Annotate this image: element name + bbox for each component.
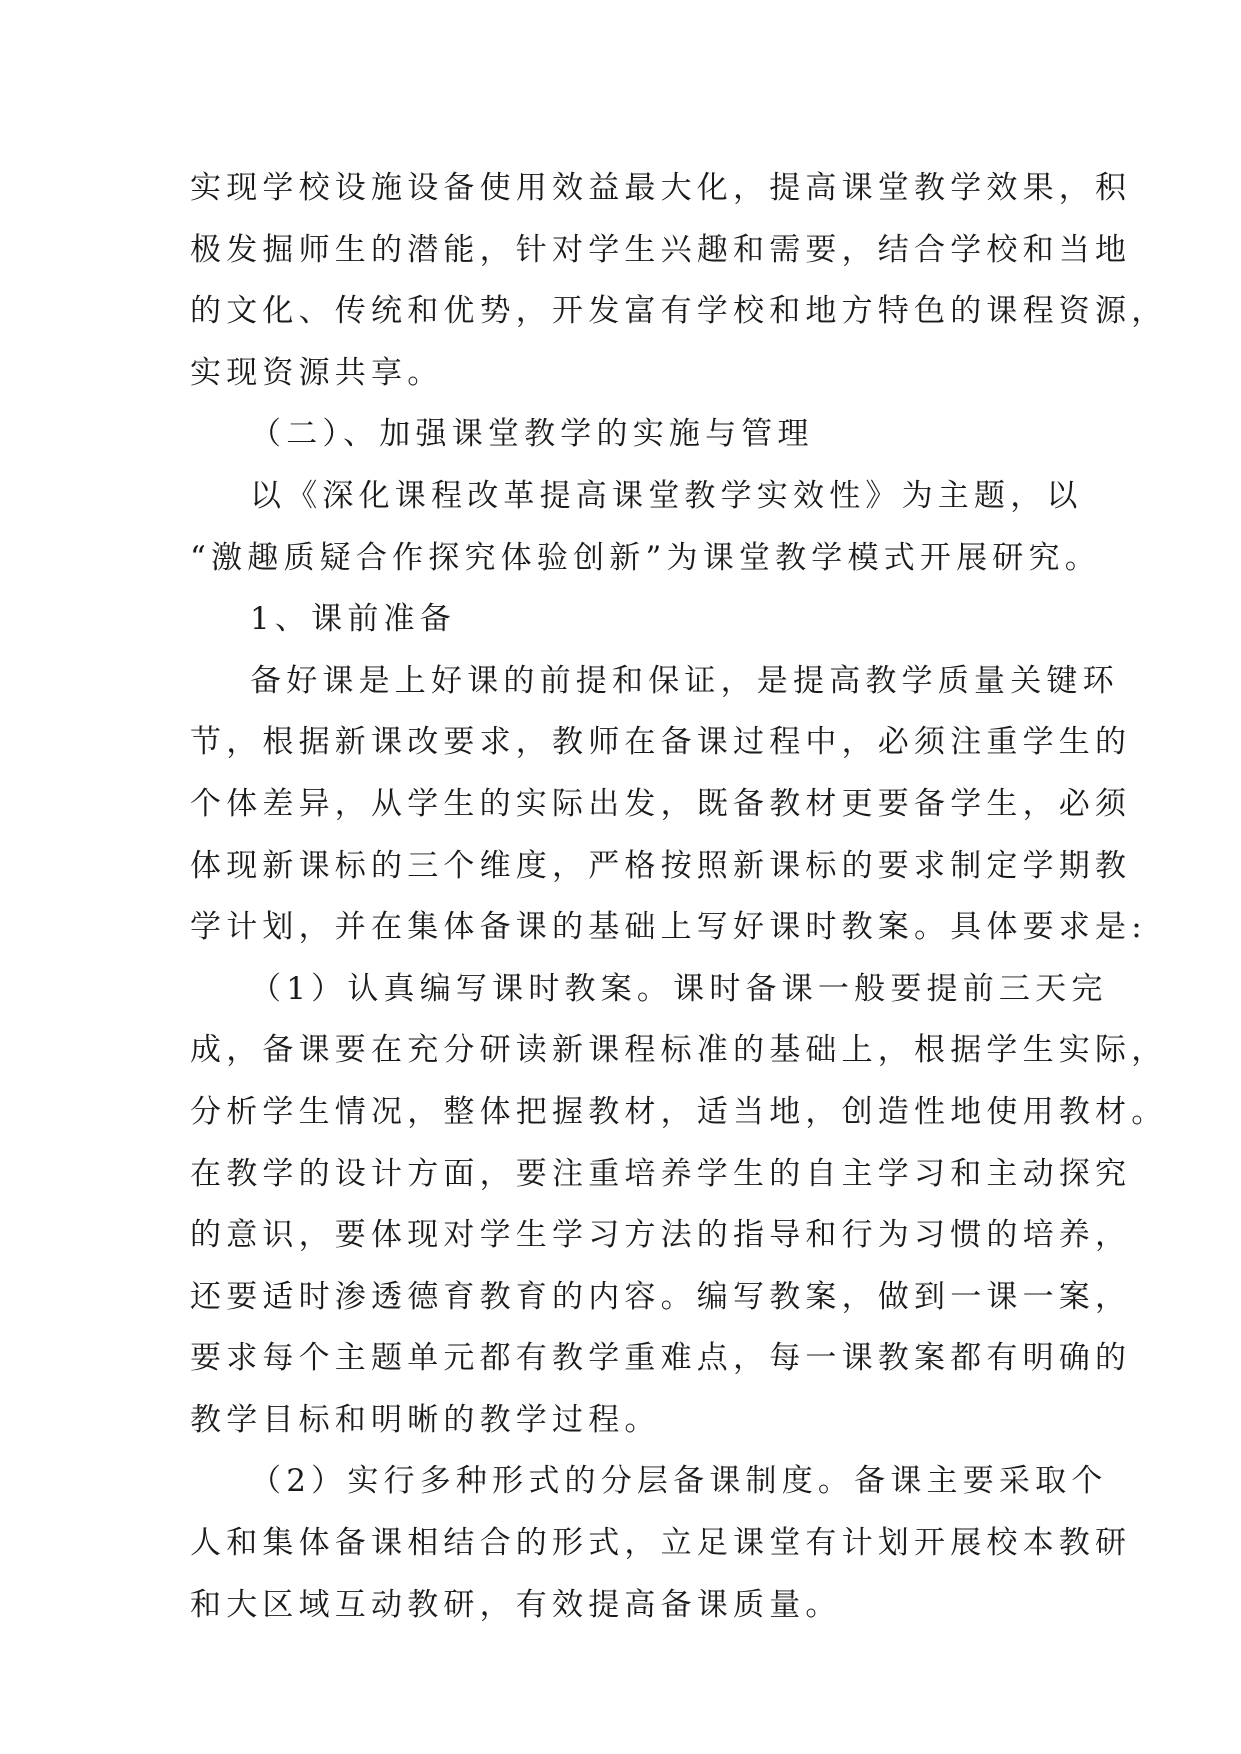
text-line: 的意识，要体现对学生学习方法的指导和行为习惯的培养， — [190, 1217, 1132, 1254]
text-line: （2）实行多种形式的分层备课制度。备课主要采取个 — [250, 1463, 1108, 1500]
text-line: 教学目标和明晰的教学过程。 — [190, 1401, 661, 1438]
text-line: 的文化、传统和优势，开发富有学校和地方特色的课程资源， — [190, 293, 1168, 330]
text-line: 分析学生情况，整体把握教材，适当地，创造性地使用教材。 — [190, 1093, 1168, 1130]
text-line: 实现资源共享。 — [190, 354, 444, 391]
text-line: 要求每个主题单元都有教学重难点，每一课教案都有明确的 — [190, 1340, 1132, 1377]
text-line: 实现学校设施设备使用效益最大化，提高课堂教学效果，积 — [190, 170, 1132, 206]
text-line: 以《深化课程改革提高课堂教学实效性》为主题，以 — [250, 477, 1083, 514]
text-line: 人和集体备课相结合的形式，立足课堂有计划开展校本教研 — [190, 1525, 1132, 1562]
text-line: 体现新课标的三个维度，严格按照新课标的要求制定学期教 — [190, 847, 1132, 884]
text-line: 备好课是上好课的前提和保证，是提高教学质量关键环 — [250, 662, 1119, 699]
text-line: 还要适时渗透德育教育的内容。编写教案，做到一课一案， — [190, 1278, 1132, 1315]
text-line: 节，根据新课改要求，教师在备课过程中，必须注重学生的 — [190, 724, 1132, 761]
text-line: 学计划，并在集体备课的基础上写好课时教案。具体要求是: — [190, 909, 1147, 946]
text-line: 和大区域互动教研，有效提高备课质量。 — [190, 1586, 842, 1623]
text-line: 极发掘师生的潜能，针对学生兴趣和需要，结合学校和当地 — [190, 231, 1132, 268]
text-line: （1）认真编写课时教案。课时备课一般要提前三天完 — [250, 970, 1108, 1007]
document-body — [190, 158, 1168, 1636]
text-line: “激趣质疑合作探究体验创新”为课堂教学模式开展研究。 — [190, 539, 1101, 576]
text-line: （二）、加强课堂教学的实施与管理 — [250, 416, 814, 453]
text-line: 成，备课要在充分研读新课程标准的基础上，根据学生实际， — [190, 1032, 1168, 1069]
text-line: 在教学的设计方面，要注重培养学生的自主学习和主动探究 — [190, 1155, 1132, 1192]
text-line: 1、课前准备 — [250, 601, 456, 638]
text-line: 个体差异，从学生的实际出发，既备教材更要备学生，必须 — [190, 785, 1132, 822]
